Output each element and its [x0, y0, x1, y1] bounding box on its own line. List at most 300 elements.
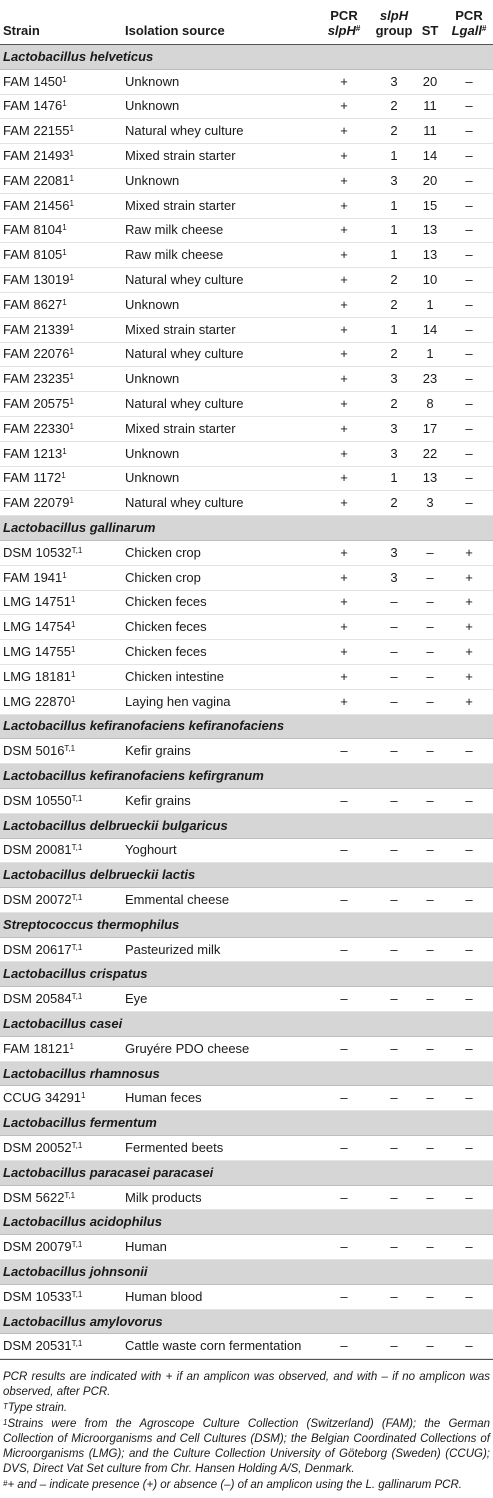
table-row	[0, 1235, 493, 1260]
pcr-slph-cell: +	[315, 392, 373, 417]
table-row	[0, 640, 493, 665]
strain-cell	[0, 937, 125, 962]
strain-id: DSM 20079	[3, 1239, 72, 1255]
st-cell: 13	[415, 466, 445, 491]
st-cell: 13	[415, 243, 445, 268]
strain-footnote-mark: 1	[69, 198, 74, 208]
slph-group-cell: –	[373, 1086, 415, 1111]
table-row	[0, 317, 493, 342]
header-slph-group: slpH group	[373, 0, 415, 45]
strain-footnote-mark: T,1	[71, 1339, 83, 1349]
pcr-lgall-cell: –	[445, 987, 493, 1012]
st-cell: –	[415, 1284, 445, 1309]
st-cell: 11	[415, 119, 445, 144]
pcr-slph-cell: +	[315, 317, 373, 342]
pcr-slph-cell: +	[315, 119, 373, 144]
slph-group-cell: 1	[373, 466, 415, 491]
strain-cell	[0, 1185, 125, 1210]
pcr-lgall-cell: –	[445, 1334, 493, 1359]
strain-id: FAM 20575	[3, 396, 70, 412]
strain-id: FAM 8105	[3, 247, 63, 263]
strain-footnote-mark: 1	[70, 645, 76, 655]
strain-footnote-mark: T,1	[71, 793, 83, 803]
strain-id: DSM 10532	[3, 544, 72, 560]
strain-cell	[0, 987, 125, 1012]
strain-id: FAM 13019	[3, 272, 70, 288]
slph-group-cell: 3	[373, 416, 415, 441]
pcr-lgall-cell: –	[445, 838, 493, 863]
table-row	[0, 94, 493, 119]
strain-id: FAM 8104	[3, 222, 63, 238]
pcr-lgall-cell: +	[445, 640, 493, 665]
strain-footnote-mark: 1	[62, 74, 67, 84]
table-row	[0, 888, 493, 913]
table-row	[0, 1036, 493, 1061]
table-row	[0, 144, 493, 169]
strain-id: LMG 14755	[3, 644, 71, 660]
st-cell: –	[415, 689, 445, 714]
strain-footnote-mark: 1	[62, 223, 67, 233]
pcr-slph-cell: –	[315, 838, 373, 863]
st-cell: 14	[415, 317, 445, 342]
st-cell: –	[415, 590, 445, 615]
pcr-slph-cell: –	[315, 1086, 373, 1111]
species-name: Lactobacillus gallinarum	[0, 516, 493, 541]
strain-id: FAM 21493	[3, 148, 70, 164]
source-cell: Unknown	[125, 292, 315, 317]
strain-cell	[0, 218, 125, 243]
source-cell: Natural whey culture	[125, 392, 315, 417]
strain-id: DSM 5016	[3, 743, 65, 759]
pcr-slph-cell: +	[315, 640, 373, 665]
species-name: Lactobacillus rhamnosus	[0, 1061, 493, 1086]
header-isolation-source: Isolation source	[125, 0, 315, 45]
st-cell: –	[415, 1235, 445, 1260]
strain-footnote-mark: 1	[81, 1091, 86, 1101]
species-name: Lactobacillus kefiranofaciens kefiranofaciens	[0, 714, 493, 739]
species-name: Lactobacillus helveticus	[0, 45, 493, 70]
st-cell: –	[415, 838, 445, 863]
slph-group-cell: 2	[373, 292, 415, 317]
species-group-row	[0, 764, 493, 789]
species-group-row	[0, 1210, 493, 1235]
species-group-row	[0, 813, 493, 838]
slph-group-cell: 1	[373, 218, 415, 243]
strain-footnote-mark: 1	[69, 273, 74, 283]
slph-group-cell: 1	[373, 317, 415, 342]
strain-id: DSM 5622	[3, 1189, 65, 1205]
strain-cell	[0, 689, 125, 714]
species-name: Lactobacillus paracasei paracasei	[0, 1160, 493, 1185]
slph-group-cell: 3	[373, 168, 415, 193]
species-name: Lactobacillus casei	[0, 1012, 493, 1037]
species-group-row	[0, 863, 493, 888]
pcr-slph-cell: +	[315, 367, 373, 392]
pcr-lgall-cell: –	[445, 739, 493, 764]
table-footnotes	[0, 1359, 493, 1493]
source-cell: Emmental cheese	[125, 888, 315, 913]
source-cell: Unknown	[125, 168, 315, 193]
strain-cell	[0, 144, 125, 169]
strain-cell	[0, 1284, 125, 1309]
st-cell: –	[415, 664, 445, 689]
strain-id: LMG 14754	[3, 619, 71, 635]
strain-cell	[0, 1086, 125, 1111]
strain-footnote-mark: 1	[69, 496, 74, 506]
species-name: Lactobacillus acidophilus	[0, 1210, 493, 1235]
strain-id: DSM 20617	[3, 941, 72, 957]
slph-group-cell: –	[373, 664, 415, 689]
strain-id: LMG 22870	[3, 693, 71, 709]
pcr-lgall-cell: –	[445, 342, 493, 367]
pcr-lgall-cell: –	[445, 367, 493, 392]
table-row	[0, 1086, 493, 1111]
species-group-row	[0, 714, 493, 739]
footnote	[3, 1478, 490, 1493]
table-row	[0, 367, 493, 392]
pcr-slph-cell: –	[315, 1334, 373, 1359]
header-st: ST	[415, 0, 445, 45]
pcr-lgall-cell: –	[445, 416, 493, 441]
footnote-mark: T	[3, 1402, 8, 1412]
footnote	[3, 1401, 490, 1416]
st-cell: 20	[415, 168, 445, 193]
strain-footnote-mark: 1	[70, 669, 76, 679]
strain-footnote-mark: T,1	[71, 1289, 83, 1299]
slph-group-cell: 2	[373, 342, 415, 367]
table-row	[0, 1284, 493, 1309]
strain-cell	[0, 69, 125, 94]
strain-id: FAM 23235	[3, 371, 70, 387]
strain-cell	[0, 416, 125, 441]
strain-footnote-mark: 1	[70, 694, 76, 704]
source-cell: Natural whey culture	[125, 119, 315, 144]
strain-id: CCUG 34291	[3, 1090, 82, 1106]
st-cell: –	[415, 788, 445, 813]
footnote	[3, 1370, 490, 1400]
strain-id: FAM 1941	[3, 569, 63, 585]
pcr-slph-cell: –	[315, 1036, 373, 1061]
pcr-lgall-cell: –	[445, 937, 493, 962]
pcr-slph-cell: +	[315, 664, 373, 689]
strain-footnote-mark: 1	[69, 322, 74, 332]
table-row	[0, 739, 493, 764]
source-cell: Unknown	[125, 94, 315, 119]
slph-group-cell: –	[373, 590, 415, 615]
strain-footnote-mark: 1	[69, 372, 74, 382]
pcr-lgall-cell: –	[445, 317, 493, 342]
source-cell: Chicken crop	[125, 540, 315, 565]
strain-id: DSM 20072	[3, 891, 72, 907]
table-row	[0, 416, 493, 441]
table-row	[0, 466, 493, 491]
strain-cell	[0, 342, 125, 367]
pcr-slph-cell: –	[315, 937, 373, 962]
slph-group-cell: –	[373, 987, 415, 1012]
pcr-slph-cell: –	[315, 1185, 373, 1210]
slph-group-cell: 2	[373, 268, 415, 293]
pcr-slph-cell: +	[315, 342, 373, 367]
species-name: Streptococcus thermophilus	[0, 912, 493, 937]
strain-cell	[0, 615, 125, 640]
source-cell: Human blood	[125, 1284, 315, 1309]
st-cell: –	[415, 615, 445, 640]
strain-cell	[0, 640, 125, 665]
pcr-lgall-cell: –	[445, 1136, 493, 1161]
species-name: Lactobacillus amylovorus	[0, 1309, 493, 1334]
strain-cell	[0, 367, 125, 392]
pcr-slph-cell: +	[315, 491, 373, 516]
source-cell: Mixed strain starter	[125, 317, 315, 342]
table-row	[0, 1334, 493, 1359]
table-row	[0, 1136, 493, 1161]
slph-group-cell: –	[373, 739, 415, 764]
source-cell: Chicken feces	[125, 590, 315, 615]
pcr-slph-cell: +	[315, 144, 373, 169]
st-cell: 8	[415, 392, 445, 417]
table-row	[0, 838, 493, 863]
table-row	[0, 392, 493, 417]
strain-id: FAM 21339	[3, 321, 70, 337]
table-row	[0, 540, 493, 565]
strain-id: FAM 22079	[3, 495, 70, 511]
strain-cell	[0, 392, 125, 417]
header-pcr-slph: PCR slpH#	[315, 0, 373, 45]
strain-id: DSM 10533	[3, 1288, 72, 1304]
pcr-lgall-cell: –	[445, 144, 493, 169]
source-cell: Milk products	[125, 1185, 315, 1210]
header-pcr-lgall: PCR Lgall#	[445, 0, 493, 45]
st-cell: 13	[415, 218, 445, 243]
footnote	[3, 1417, 490, 1477]
pcr-slph-cell: +	[315, 193, 373, 218]
table-row	[0, 441, 493, 466]
table-row	[0, 788, 493, 813]
strain-cell	[0, 788, 125, 813]
source-cell: Raw milk cheese	[125, 218, 315, 243]
st-cell: –	[415, 540, 445, 565]
species-group-row	[0, 1061, 493, 1086]
strain-footnote-mark: T,1	[71, 992, 83, 1002]
source-cell: Gruyére PDO cheese	[125, 1036, 315, 1061]
strain-footnote-mark: T,1	[71, 545, 83, 555]
strain-id: DSM 10550	[3, 792, 72, 808]
table-row	[0, 119, 493, 144]
strain-id: FAM 18121	[3, 1040, 70, 1056]
pcr-lgall-cell: –	[445, 1086, 493, 1111]
pcr-slph-cell: –	[315, 1235, 373, 1260]
header-row	[0, 0, 493, 45]
pcr-lgall-cell: –	[445, 292, 493, 317]
table-row	[0, 342, 493, 367]
table-row	[0, 689, 493, 714]
strain-id: FAM 8627	[3, 296, 63, 312]
source-cell: Unknown	[125, 466, 315, 491]
slph-group-cell: 2	[373, 392, 415, 417]
slph-group-cell: 1	[373, 193, 415, 218]
slph-group-cell: 1	[373, 243, 415, 268]
source-cell: Chicken feces	[125, 615, 315, 640]
pcr-slph-cell: –	[315, 987, 373, 1012]
strain-footnote-mark: T,1	[71, 1140, 83, 1150]
pcr-slph-cell: +	[315, 268, 373, 293]
table-body	[0, 45, 493, 1359]
source-cell: Unknown	[125, 441, 315, 466]
strain-cell	[0, 193, 125, 218]
slph-group-cell: –	[373, 838, 415, 863]
species-group-row	[0, 962, 493, 987]
st-cell: –	[415, 937, 445, 962]
st-cell: 23	[415, 367, 445, 392]
pcr-lgall-cell: –	[445, 94, 493, 119]
strain-id: FAM 1213	[3, 445, 63, 461]
source-cell: Mixed strain starter	[125, 193, 315, 218]
pcr-lgall-cell: –	[445, 1036, 493, 1061]
pcr-slph-cell: –	[315, 888, 373, 913]
pcr-slph-cell: +	[315, 441, 373, 466]
source-cell: Laying hen vagina	[125, 689, 315, 714]
source-cell: Pasteurized milk	[125, 937, 315, 962]
species-name: Lactobacillus delbrueckii bulgaricus	[0, 813, 493, 838]
pcr-lgall-cell: –	[445, 193, 493, 218]
pcr-lgall-cell: –	[445, 168, 493, 193]
strain-cell	[0, 243, 125, 268]
pcr-slph-cell: +	[315, 94, 373, 119]
st-cell: 14	[415, 144, 445, 169]
pcr-lgall-cell: –	[445, 218, 493, 243]
strain-footnote-mark: 1	[69, 347, 74, 357]
pcr-slph-cell: +	[315, 540, 373, 565]
strain-cell	[0, 268, 125, 293]
st-cell: 10	[415, 268, 445, 293]
st-cell: 1	[415, 342, 445, 367]
strain-id: FAM 1172	[3, 470, 62, 486]
table-row	[0, 1185, 493, 1210]
strain-cell	[0, 292, 125, 317]
slph-group-cell: –	[373, 640, 415, 665]
slph-group-cell: –	[373, 888, 415, 913]
pcr-slph-cell: –	[315, 1284, 373, 1309]
table-row	[0, 243, 493, 268]
strain-id: FAM 22076	[3, 346, 70, 362]
strain-cell	[0, 540, 125, 565]
st-cell: –	[415, 565, 445, 590]
species-group-row	[0, 1260, 493, 1285]
st-cell: 1	[415, 292, 445, 317]
species-group-row	[0, 516, 493, 541]
source-cell: Mixed strain starter	[125, 416, 315, 441]
slph-group-cell: 3	[373, 367, 415, 392]
pcr-slph-cell: +	[315, 168, 373, 193]
source-cell: Cattle waste corn fermentation	[125, 1334, 315, 1359]
slph-group-cell: –	[373, 615, 415, 640]
slph-group-cell: 3	[373, 565, 415, 590]
pcr-lgall-cell: –	[445, 466, 493, 491]
slph-group-cell: –	[373, 689, 415, 714]
st-cell: –	[415, 987, 445, 1012]
slph-group-cell: 1	[373, 144, 415, 169]
pcr-slph-cell: +	[315, 416, 373, 441]
source-cell: Natural whey culture	[125, 342, 315, 367]
strain-footnote-mark: T,1	[71, 892, 83, 902]
strain-cell	[0, 1136, 125, 1161]
st-cell: –	[415, 640, 445, 665]
strain-cell	[0, 838, 125, 863]
strain-cell	[0, 94, 125, 119]
strain-id: DSM 20081	[3, 842, 72, 858]
strain-footnote-mark: 1	[62, 99, 67, 109]
slph-group-cell: 3	[373, 441, 415, 466]
source-cell: Kefir grains	[125, 739, 315, 764]
species-name: Lactobacillus johnsonii	[0, 1260, 493, 1285]
pcr-lgall-cell: –	[445, 119, 493, 144]
pcr-lgall-cell: –	[445, 441, 493, 466]
source-cell: Kefir grains	[125, 788, 315, 813]
strain-footnote-mark: 1	[69, 149, 74, 159]
species-group-row	[0, 45, 493, 70]
footnote-mark: #	[3, 1479, 8, 1489]
pcr-slph-cell: –	[315, 739, 373, 764]
strain-footnote-mark: T,1	[71, 843, 83, 853]
strain-id: LMG 14751	[3, 594, 71, 610]
source-cell: Human feces	[125, 1086, 315, 1111]
strain-footnote-mark: 1	[70, 620, 76, 630]
st-cell: 3	[415, 491, 445, 516]
pcr-slph-cell: +	[315, 689, 373, 714]
source-cell: Eye	[125, 987, 315, 1012]
pcr-lgall-cell: –	[445, 243, 493, 268]
footnote-text: Strains were from the Agroscope Culture Collection (Switzerland) (FAM); the German Collection of Microorganisms and Cell Cultures (DSM); the Belgian Coordinated Collections of Microorganisms (LMG); and the Culture Collection University of Göteborg (Sweden) (CCUG); DVS, Direct Vat Set culture from Chr. Hansen Holding A/S, Denmark.	[3, 1418, 490, 1476]
table-row	[0, 292, 493, 317]
pcr-lgall-cell: +	[445, 565, 493, 590]
strain-footnote-mark: 1	[69, 173, 74, 183]
pcr-lgall-cell: +	[445, 540, 493, 565]
st-cell: –	[415, 1036, 445, 1061]
st-cell: 20	[415, 69, 445, 94]
strain-footnote-mark: 1	[69, 397, 74, 407]
strain-cell	[0, 441, 125, 466]
footnote-mark: 1	[3, 1418, 8, 1428]
species-group-row	[0, 912, 493, 937]
slph-group-cell: –	[373, 1235, 415, 1260]
strain-cell	[0, 168, 125, 193]
slph-group-cell: –	[373, 1036, 415, 1061]
strain-footnote-mark: 1	[69, 421, 74, 431]
st-cell: 22	[415, 441, 445, 466]
species-group-row	[0, 1309, 493, 1334]
pcr-lgall-cell: –	[445, 69, 493, 94]
source-cell: Natural whey culture	[125, 268, 315, 293]
table-row	[0, 69, 493, 94]
source-cell: Chicken intestine	[125, 664, 315, 689]
slph-group-cell: –	[373, 1185, 415, 1210]
strain-id: FAM 22155	[3, 123, 70, 139]
pcr-slph-cell: +	[315, 243, 373, 268]
pcr-lgall-cell: –	[445, 1235, 493, 1260]
species-group-row	[0, 1111, 493, 1136]
table-row	[0, 268, 493, 293]
slph-group-cell: –	[373, 1136, 415, 1161]
strain-footnote-mark: 1	[61, 471, 66, 481]
strain-cell	[0, 466, 125, 491]
strain-id: DSM 20531	[3, 1338, 72, 1354]
source-cell: Raw milk cheese	[125, 243, 315, 268]
table-row	[0, 937, 493, 962]
strain-footnote-mark: T,1	[64, 1190, 76, 1200]
strain-cell	[0, 317, 125, 342]
header-strain: Strain	[0, 0, 125, 45]
table-row	[0, 491, 493, 516]
